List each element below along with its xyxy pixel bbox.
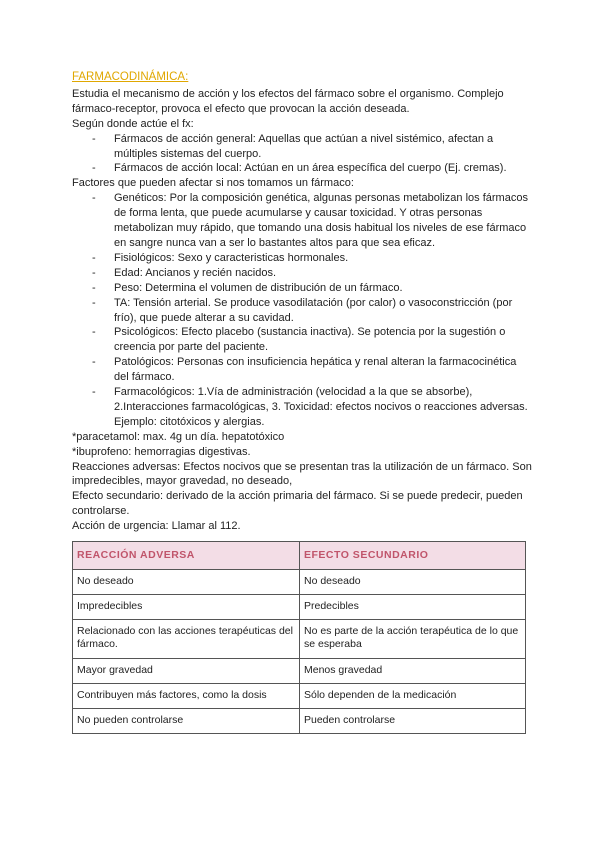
- factores-list: [72, 191, 532, 430]
- table-cell: No es parte de la acción terapéutica de lo que se esperaba: [300, 620, 526, 659]
- intro-paragraph: Estudia el mecanismo de acción y los efectos del fármaco sobre el organismo. Complejo fármaco-receptor, provoca el efecto que provocan la acción deseada.: [72, 87, 504, 115]
- document-body: [72, 70, 532, 534]
- table-cell: Predecibles: [300, 595, 526, 620]
- table-header-row: [73, 542, 526, 570]
- table-row: [73, 620, 526, 659]
- list-item: - Peso: Determina el volumen de distribución de un fármaco.: [72, 281, 532, 296]
- action-types-list: [72, 132, 532, 177]
- list-item: - TA: Tensión arterial. Se produce vasodilatación (por calor) o vasoconstricción (por frío), que puede alterar a su cavidad.: [72, 296, 532, 326]
- note-ibuprofeno: *ibuprofeno: hemorragias digestivas.: [72, 445, 251, 458]
- page-title: FARMACODINÁMICA:: [72, 71, 189, 83]
- table-cell: No deseado: [73, 570, 300, 595]
- note-efecto-secundario: Efecto secundario: derivado de la acción primaria del fármaco. Si se puede predecir, pueden controlarse.: [72, 490, 523, 518]
- list-item: - Genéticos: Por la composición genética, algunas personas metabolizan los fármacos de forma lenta, que puede acumularse y causar toxicidad. Y otras personas metabolizan muy rápido, que tomando una dosis habitual los niveles de ese fármaco en sangre nunca van a ser lo bastantes altos para que sea eficaz.: [72, 191, 532, 251]
- header-reaccion-adversa: REACCIÓN ADVERSA: [73, 542, 300, 570]
- list-item: - Edad: Ancianos y recién nacidos.: [72, 266, 532, 281]
- table-cell: No pueden controlarse: [73, 709, 300, 734]
- list-item: - Fármacos de acción general: Aquellas que actúan a nivel sistémico, afectan a múltiples sistemas del cuerpo.: [72, 132, 532, 162]
- list-item: - Patológicos: Personas con insuficiencia hepática y renal alteran la farmacocinética del fármaco.: [72, 355, 532, 385]
- table-row: [73, 659, 526, 684]
- table-cell: Relacionado con las acciones terapéuticas del fármaco.: [73, 620, 300, 659]
- table-row: [73, 570, 526, 595]
- table-cell: No deseado: [300, 570, 526, 595]
- factores-heading: Factores que pueden afectar si nos tomamos un fármaco:: [72, 177, 354, 190]
- list-item: - Farmacológicos: 1.Vía de administración (velocidad a la que se absorbe), 2.Interacciones farmacológicas, 3. Toxicidad: efectos nocivos o reacciones adversas. Ejemplo: citotóxicos y alergias.: [72, 385, 532, 430]
- list-item: - Fármacos de acción local: Actúan en un área específica del cuerpo (Ej. cremas).: [72, 161, 532, 176]
- table-cell: Contribuyen más factores, como la dosis: [73, 684, 300, 709]
- table-cell: Pueden controlarse: [300, 709, 526, 734]
- table-cell: Menos gravedad: [300, 659, 526, 684]
- header-efecto-secundario: EFECTO SECUNDARIO: [300, 542, 526, 570]
- note-paracetamol: *paracetamol: max. 4g un día. hepatotóxico: [72, 430, 285, 443]
- list-item: - Fisiológicos: Sexo y caracteristicas hormonales.: [72, 251, 532, 266]
- list-item: - Psicológicos: Efecto placebo (sustancia inactiva). Se potencia por la sugestión o creencia por parte del paciente.: [72, 325, 532, 355]
- comparison-table: [72, 541, 526, 734]
- table-row: [73, 709, 526, 734]
- table-cell: Mayor gravedad: [73, 659, 300, 684]
- table-row: [73, 684, 526, 709]
- segun-heading: Según donde actúe el fx:: [72, 117, 194, 130]
- note-reacciones-adversas: Reacciones adversas: Efectos nocivos que se presentan tras la utilización de un fármaco. Son impredecibles, mayor gravedad, no deseado,: [72, 460, 532, 488]
- table-cell: Impredecibles: [73, 595, 300, 620]
- note-accion-urgencia: Acción de urgencia: Llamar al 112.: [72, 520, 241, 533]
- table-row: [73, 595, 526, 620]
- table-cell: Sólo dependen de la medicación: [300, 684, 526, 709]
